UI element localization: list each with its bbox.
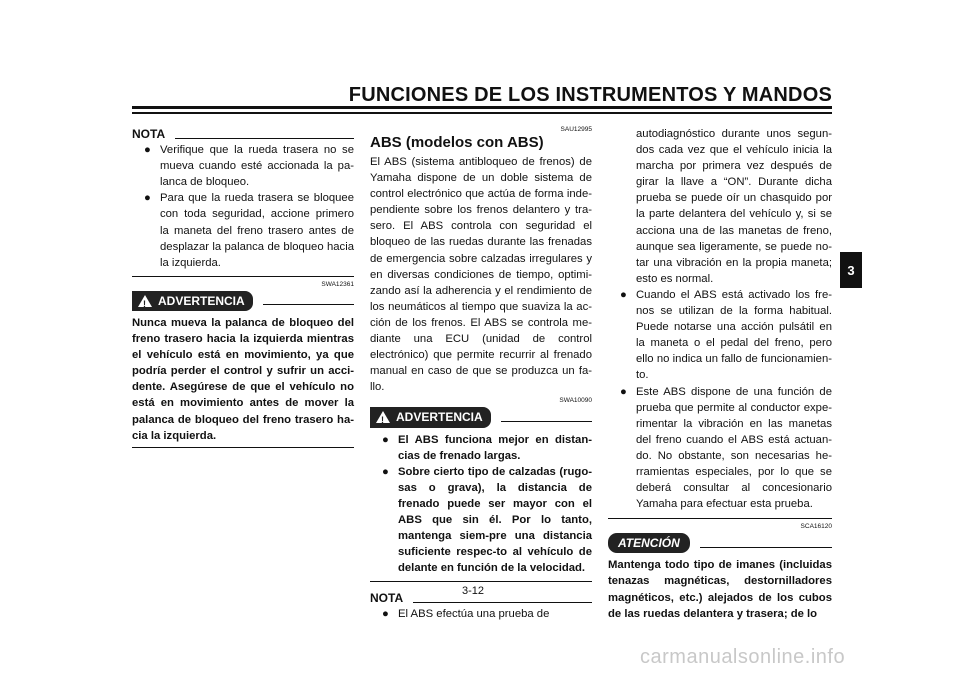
- list-item: [370, 606, 592, 622]
- nota-label: NOTA: [370, 591, 404, 606]
- list-item: [370, 432, 592, 464]
- warning-triangle-icon: !: [376, 411, 390, 423]
- bullet-text: El ABS efectúa una prueba de: [398, 608, 550, 621]
- nota-rule: [413, 602, 592, 603]
- bullet-text: Para que la rueda trasera se bloquee con toda seguridad, accione primero la maneta del freno trasero antes de desplazar la palanca de bloqueo hacia la izquierda.: [160, 192, 354, 269]
- list-item: [608, 287, 832, 384]
- caution-text: Mantenga todo tipo de imanes (incluidas tenazas magnéticas, destornilladores magnéticos, etc.) alejados de los cubos de las ruedas delantera y trasera; de lo: [608, 559, 832, 620]
- divider: [370, 581, 592, 582]
- nota-label: NOTA: [132, 127, 166, 141]
- bullet-icon: ●: [620, 385, 627, 398]
- list-item: [608, 384, 832, 513]
- bullet-text: Este ABS dispone de una función de prueba que permite al conductor expe-rimentar la vibración en las manetas del freno cuando el ABS está actuan-do. No obstante, son necesarias he-rramientas especiales, por lo que se deberá consultar al concesionario Yamaha para efectuar esta prueba.: [636, 385, 832, 511]
- bullet-text: Cuando el ABS está activado los fre-nos se utilizan de la forma habitual. Puede notarse una acción pulsátil en la maneta o el pedal del freno, pero ello no indica un fallo de funcionamien-to.: [636, 288, 832, 382]
- header-rule: [132, 106, 832, 109]
- bullet-icon: ●: [144, 144, 151, 157]
- column-left: [132, 126, 354, 452]
- warning-badge: [132, 291, 253, 311]
- warning-heading: [132, 291, 354, 311]
- bullet-icon: ●: [144, 192, 151, 205]
- header-rule-thin: [132, 112, 832, 114]
- divider: [132, 276, 354, 277]
- column-right: [608, 126, 832, 622]
- section-code: SAU12995: [560, 126, 592, 133]
- warning-triangle-icon: !: [138, 295, 152, 307]
- divider: [608, 518, 832, 519]
- warning-label: ADVERTENCIA: [158, 293, 245, 308]
- caution-badge: ATENCIÓN: [608, 533, 690, 553]
- continuation-text: autodiagnóstico durante unos segun-dos cada vez que el vehículo inicia la marcha por primera vez después de girar la llave a “ON”. Durante dicha prueba se puede oír un chasquido por la parte delantera del vehículo y, si se acciona una de las manetas de freno, aunque sea ligeramente, se puede no-tar una vibración en la propia maneta; esto es normal.: [636, 128, 832, 285]
- watermark: carmanualsonline.info: [640, 646, 846, 668]
- warning-code: SWA10090: [559, 397, 592, 405]
- nota-rule: [175, 138, 354, 139]
- warning-heading: [370, 407, 592, 427]
- warning-code: SWA12361: [321, 280, 354, 288]
- divider: [132, 447, 354, 448]
- page-title: FUNCIONES DE LOS INSTRUMENTOS Y MANDOS: [348, 84, 832, 106]
- bullet-text: Verifique que la rueda trasera no se mueva cuando esté accionada la pa-lanca de bloqueo.: [160, 144, 354, 189]
- chapter-tab: 3: [840, 252, 862, 288]
- section-title: ABS (modelos con ABS): [370, 134, 544, 151]
- bullet-icon: ●: [382, 433, 389, 446]
- caution-code: SCA16120: [800, 523, 832, 531]
- column-middle: [370, 126, 592, 623]
- warning-rule: [501, 421, 592, 422]
- list-item: [132, 142, 354, 190]
- warning-badge: [370, 407, 491, 427]
- section-body: El ABS (sistema antibloqueo de frenos) de Yamaha dispone de un doble sistema de control electrónico que actúa de forma inde-pendiente sobre los frenos delantero y tra-sero. El ABS controla con seguridad el bloqueo de las ruedas durante las frenadas de emergencia sobre calzadas irregulares y en diversas condiciones de tiempo, optimi-zando así la adherencia y el rendimiento de los neumáticos al tiempo que suaviza la ac-ción de los frenos. El ABS se controla me-diante una ECU (unidad de control electrónico) que permite recurrir al frenado manual en caso de que se produzca un fa-llo.: [370, 156, 592, 394]
- caution-heading: [608, 533, 832, 553]
- caution-rule: [700, 547, 832, 548]
- bullet-text: Sobre cierto tipo de calzadas (rugo-sas o grava), la distancia de frenado puede ser mayor con el ABS que sin él. Por lo tanto, mantenga siem-pre una distancia suficiente respec-to al vehículo de delante en función de la velocidad.: [398, 465, 592, 575]
- list-item: [132, 190, 354, 270]
- list-item: [370, 464, 592, 577]
- warning-rule: [263, 304, 354, 305]
- bullet-text: El ABS funciona mejor en distan-cias de frenado largas.: [398, 433, 592, 462]
- bullet-icon: ●: [382, 608, 389, 621]
- page-number: 3-12: [462, 585, 485, 597]
- nota-heading: [132, 126, 354, 142]
- bullet-icon: ●: [382, 465, 389, 478]
- warning-label: ADVERTENCIA: [396, 410, 483, 425]
- warning-text: Nunca mueva la palanca de bloqueo del freno trasero hacia la izquierda mientras el vehículo está en movimiento, ya que podría perder el control y sufrir un acci-dente. Asegúrese de que el vehículo no está en movimiento antes de mover la palanca de bloqueo del freno trasero ha-cia la izquierda.: [132, 316, 354, 442]
- bullet-icon: ●: [620, 288, 627, 301]
